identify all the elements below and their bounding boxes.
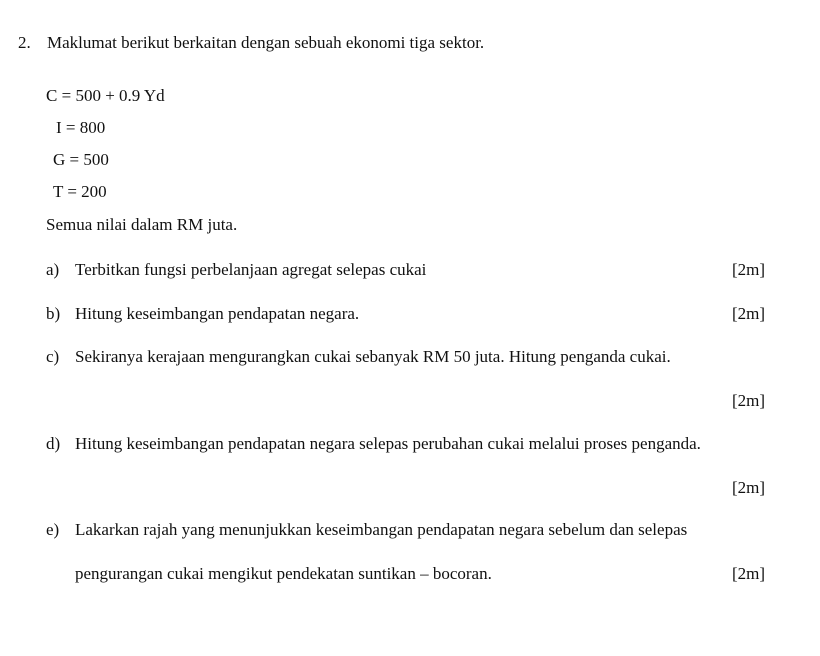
equation-g-lhs: G: [53, 150, 66, 169]
part-d-text: Hitung keseimbangan pendapatan negara selepas perubahan cukai melalui proses penganda.: [75, 434, 701, 453]
part-a-label: a): [46, 260, 60, 279]
part-b-marks: [2m]: [731, 304, 765, 323]
equation-c: C = 500 + 0.9 Yd: [46, 86, 165, 105]
part-a-marks: [2m]: [731, 260, 765, 279]
part-b-text: Hitung keseimbangan pendapatan negara.: [75, 304, 360, 323]
equation-c-lhs: C: [46, 86, 58, 105]
part-b-label: b): [46, 304, 61, 323]
equation-i-rhs: 800: [79, 118, 106, 137]
question-intro: Maklumat berikut berkaitan dengan sebuah ekonomi tiga sektor.: [47, 33, 485, 52]
equation-g: G = 500: [53, 150, 109, 169]
units-note: Semua nilai dalam RM juta.: [46, 215, 238, 234]
equation-c-rhs: 500 + 0.9 Yd: [75, 86, 165, 105]
part-a-text: Terbitkan fungsi perbelanjaan agregat selepas cukai: [75, 260, 427, 279]
equation-i: I = 800: [56, 118, 106, 137]
equation-t: T = 200: [53, 182, 107, 201]
part-d-marks: [2m]: [731, 478, 765, 497]
part-d-label: d): [46, 434, 61, 453]
equation-g-rhs: 500: [83, 150, 109, 169]
equation-t-rhs: 200: [81, 182, 107, 201]
part-e-text-line2: pengurangan cukai mengikut pendekatan suntikan – bocoran.: [75, 564, 492, 583]
equation-i-lhs: I: [56, 118, 62, 137]
part-e-label: e): [46, 520, 60, 539]
part-e-text: Lakarkan rajah yang menunjukkan keseimbangan pendapatan negara sebelum dan selepas: [75, 520, 688, 539]
part-e-marks: [2m]: [731, 564, 765, 583]
equation-t-lhs: T: [53, 182, 64, 201]
part-c-marks: [2m]: [731, 391, 765, 410]
question-number: 2.: [18, 33, 31, 52]
part-c-label: c): [46, 347, 60, 366]
part-c-text: Sekiranya kerajaan mengurangkan cukai sebanyak RM 50 juta. Hitung penganda cukai.: [75, 347, 671, 366]
